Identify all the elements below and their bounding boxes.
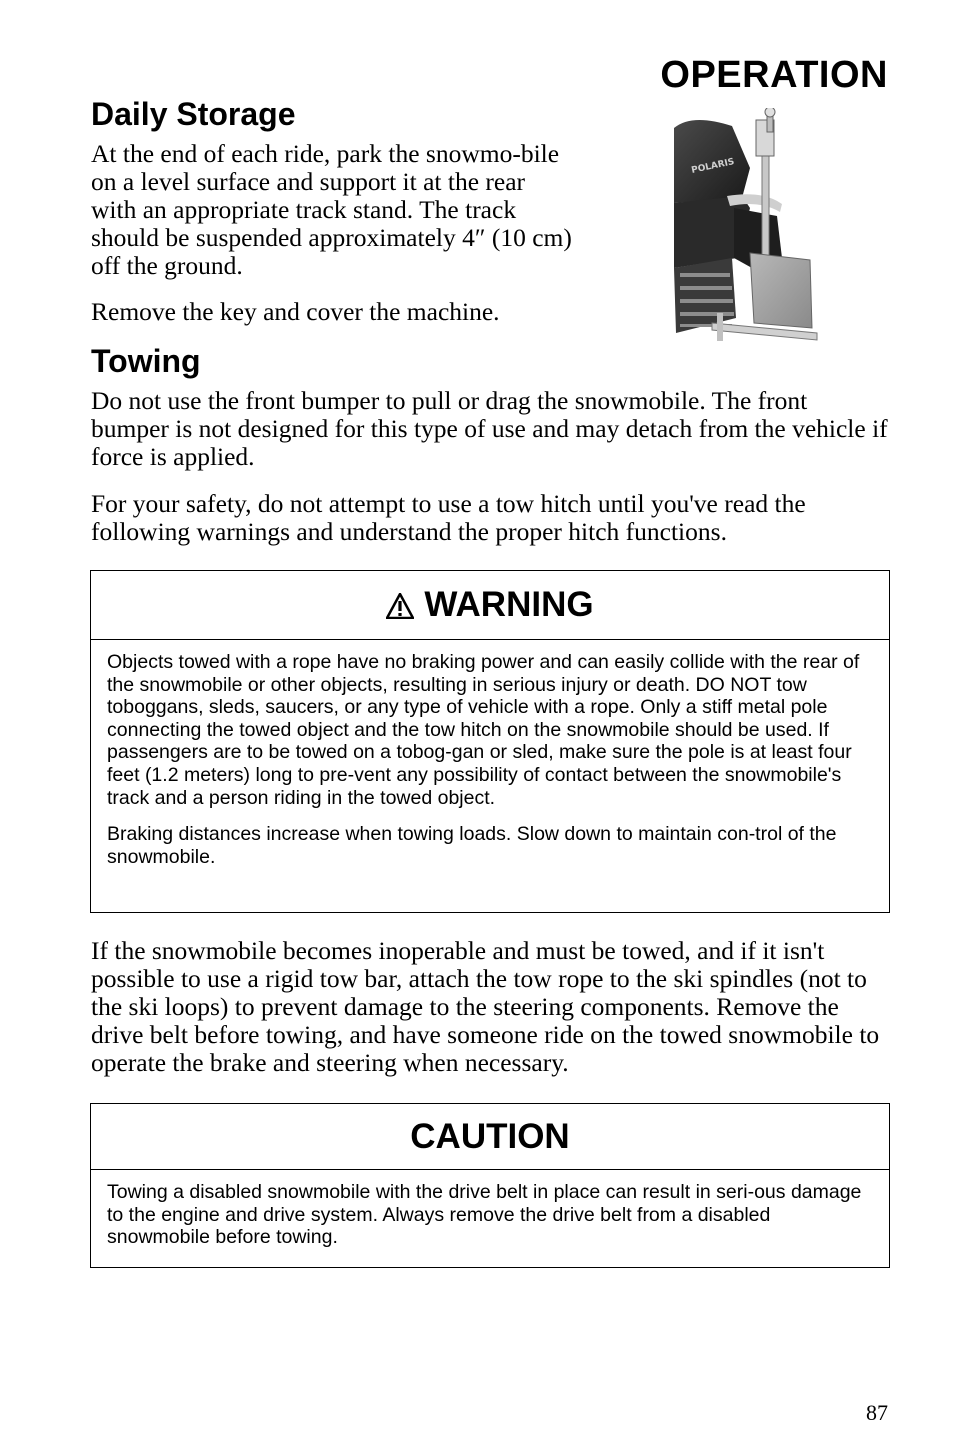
caution-box [90, 1103, 890, 1268]
daily-storage-heading: Daily Storage [91, 96, 296, 132]
towing-paragraph-1: Do not use the front bumper to pull or drag the snowmobile. The front bumper is not designed for this type of use and may detach from the vehicle if force is applied. [91, 386, 888, 471]
logo-text: POLARIS [690, 157, 736, 176]
warning-body [91, 640, 889, 886]
warning-text-2: Braking distances increase when towing loads. Slow down to maintain con-trol of the snowmobile. [107, 823, 837, 868]
snowmobile-track-stand-photo [672, 108, 822, 353]
caution-text: Towing a disabled snowmobile with the drive belt in place can result in seri-ous damage to the engine and drive system. Always remove the drive belt from a disabled snowmobile before towing. [107, 1181, 862, 1249]
towing-heading: Towing [91, 343, 201, 379]
warning-text-1: Objects towed with a rope have no braking power and can easily collide with the rear of the snowmobile or other objects, resulting in serious injury or death. DO NOT tow toboggans, sleds, saucers, or any type of vehicle with a rope. Only a stiff metal pole connecting the towed object and the tow hitch on the snowmobile should be used. If passengers are to be towed on a tobog-gan or sled, make sure the pole is at least four feet (1.2 meters) long to pre-vent any possibility of contact between the snowmobile's track and a person riding in the towed object. [107, 651, 860, 809]
caution-body [91, 1170, 889, 1267]
page-number: 87 [866, 1400, 888, 1425]
section-header: OPERATION [660, 54, 888, 96]
warning-header [91, 571, 889, 640]
towing-paragraph-2: For your safety, do not attempt to use a tow hitch until you've read the following warnings and understand the proper hitch functions. [91, 489, 806, 546]
daily-storage-paragraph: At the end of each ride, park the snowmo-bile on a level surface and support it at the rear with an appropriate track stand. The track should be suspended approximately 4″ (10 cm) off the ground. [91, 139, 572, 280]
caution-header [91, 1104, 889, 1170]
warning-box [90, 570, 890, 913]
caution-title: CAUTION [410, 1116, 570, 1156]
towing-paragraph-3: If the snowmobile becomes inoperable and must be towed, and if it isn't possible to use a rigid tow bar, attach the tow rope to the ski spindles (not to the ski loops) to prevent damage to the steering components. Remove the drive belt before towing, and have someone ride on the towed snowmobile to operate the brake and steering when necessary. [91, 936, 880, 1077]
daily-storage-note: Remove the key and cover the machine. [91, 297, 500, 326]
warning-triangle-icon [386, 593, 414, 619]
warning-title: WARNING [424, 585, 594, 624]
